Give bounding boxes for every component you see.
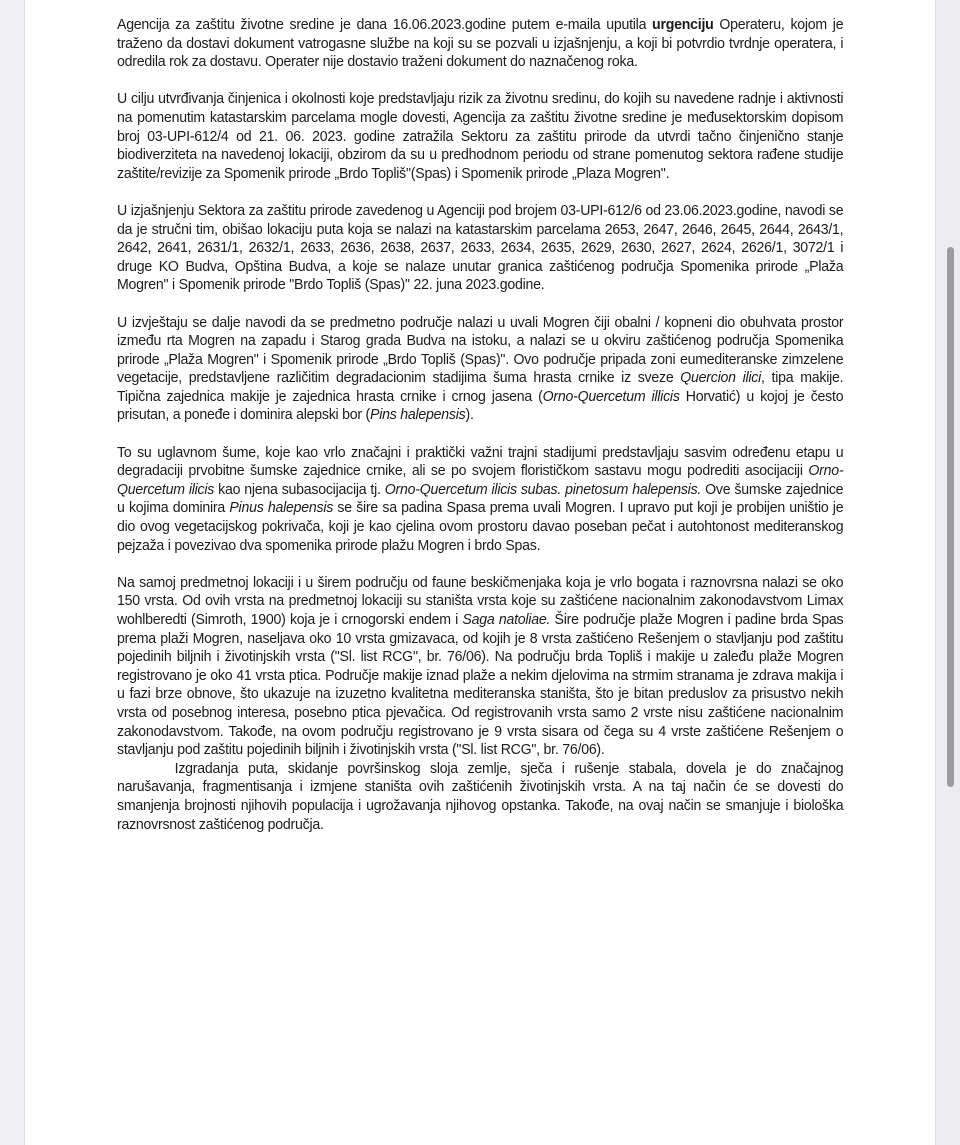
italic-term: Pinus halepensis xyxy=(229,499,334,517)
paragraph-forest-vegetation xyxy=(117,444,843,556)
scrollbar-thumb[interactable] xyxy=(947,247,954,787)
text-run: Izgradanja puta, skidanje površinskog sloja zemlje, sječa i rušenje stabala, dovela je do značajnog narušavanja, fragmentisanja i izmjene staništa ovih zaštićenih životinjskih vrsta. A na taj način će se dovesti do smanjenja brojnosti njihovih populacija i ugrožavanja njihovog opstanka. Takođe, na ovaj način se smanjuje i biološka raznovrsnost zaštićenog područja. xyxy=(117,759,844,833)
italic-term: Pins halepensis xyxy=(370,406,466,424)
paragraph-road-impact xyxy=(117,760,843,834)
text-run: ). xyxy=(465,406,474,424)
paragraph-area-description xyxy=(117,314,843,426)
paragraph-interdepartmental-request xyxy=(117,90,843,183)
italic-term: Quercion ilici xyxy=(680,369,762,387)
text-run: Šire područje plaže Mogren i padine brda Spas prema plaži Mogren, naseljava oko 10 vrsta gmizavaca, od kojih je 8 vrsta zaštićeno Rešenjem o stavljanju pod zaštitu pojedinih biljnih i životinjskih vrsta ("Sl. list RCG", br. 76/06). Na području brda Topliš i makije u zaleđu plaže Mogren registrovano je oko 41 vrsta ptica. Područje makije iznad plaže a nekim djelovima na strmim stranama je zdrava makija i u fazi brze obnove, što ukazuje na izuzetno kvalitetna mediteranska staništa, što je bitan preduslov za prisustvo nekih vrsta od posebnog interesa, posebno ptica pjevačica. Od registrovanih vrsta samo 2 vrste nisu zaštićene nacionalnim zakonodavstvom. Takođe, na ovom području registrovano je 9 vrsta sisara od čega su 4 vrste zaštićene Rešenjem o stavljanju pod zaštitu pojedinih biljnih i životinjskih vrsta ("Sl. list RCG", br. 76/06). xyxy=(117,611,844,759)
italic-term: Orno-Quercetum illicis xyxy=(542,387,680,405)
text-run: U cilju utvrđivanja činjenica i okolnosti koje predstavljaju rizik za životnu sredinu, do kojih su navedene radnje i aktivnosti na pomenutim katastarskim parcelama mogle dovesti, Agencija za zaštitu životne sredine je međusektorskim dopisom broj 03-UPI-612/4 od 21. 06. 2023. godine zatražila Sektoru za zaštitu prirode da utvrdi tačno činjenično stanje biodiverziteta na navedenoj lokaciji, obzirom da su u predhodnom periodu od strane pomenutog sektora rađene studije zaštite/revizije za Spomenik prirode „Brdo Topliš"(Spas) i Spomenik prirode „Plaza Mogren". xyxy=(117,90,844,182)
italic-term: Orno-Quercetum ilicis subas. pinetosum halepensis. xyxy=(384,480,702,498)
text-run: Horvatić) u kojoj je često prisutan, a poneđe i dominira alepski bor ( xyxy=(117,387,844,424)
text-run: , tipa makije. Tipična zajednica makije je zajednica hrasta crnike i crnog jasena ( xyxy=(117,369,844,405)
text-run: U izjašnjenju Sektora za zaštitu prirode zavedenog u Agenciji pod brojem 03-UPI-612/6 od 23.06.2023.godine, navodi se da je stručni tim, obišao lokaciju puta koja se nalazi na katastarskim parcelama 2653, 2647, 2646, 2645, 2644, 2643/1, 2642, 2641, 2631/1, 2632/1, 2633, 2636, 2638, 2637, 2633, 2634, 2635, 2629, 2630, 2627, 2624, 2626/1, 3072/1 i druge KO Budva, Opština Budva, a koje se nalaze unutar granica zaštićenog područja Spomenika prirode „Plaža Mogren" i Spomenik prirode "Brdo Topliš (Spas)" 22. juna 2023.godine. xyxy=(117,201,844,294)
left-margin xyxy=(0,0,25,1145)
text-run: U izvještaju se dalje navodi da se predmetno područje nalazi u uvali Mogren čiji obalni / kopneni dio obuhvata prostor između rta Mogren na zapadu i Starog grada Budva na istoku, a nalazi se u okviru zaštićenog područja Spomenika prirode „Plaža Mogren" i Spomenik prirode „Brdo Topliš (Spas)". Ovo područje pripada zoni eumediteranske zimzelene vegetacije, predstavljene različitim degradacionim stadijima šuma hrasta crnike iz sveze xyxy=(117,313,844,387)
text-run: Agencija za zaštitu životne sredine je dana 16.06.2023.godine putem e-maila uputila xyxy=(117,16,653,33)
text-run: Ove šumske zajednice u kojima dominira xyxy=(117,480,844,517)
bold-term: urgenciju xyxy=(652,16,714,33)
italic-term: Orno-Quercetum ilicis xyxy=(117,462,844,498)
italic-term: Saga natoliae. xyxy=(462,611,551,628)
text-run: To su uglavnom šume, koje kao vrlo značajni i praktički važni trajni stadijumi predstavljaju sasvim određenu etapu u degradaciji prvobitne šumske zajednice crnike, ali se po svojem florističkom sastavu mogu podrediti asocijaciji xyxy=(117,443,844,480)
text-run: Operateru, kojom je traženo da dostavi dokument vatrogasne službe na koji su se pozvali u izjašnjenju, a koji bi potvrdio tvrdnje operatera, i odredila rok za dostavu. Operater nije dostavio traženi dokument do naznačenog roka. xyxy=(117,16,844,71)
text-run: kao njena subasocijacija tj. xyxy=(214,480,385,498)
paragraph-fauna xyxy=(117,574,843,760)
paragraph-urgency xyxy=(117,16,843,72)
text-run: se šire sa padina Spasa prema uvali Mogren. I upravo put koji je probijen uništio je dio ovog vegetacijskog pokrivača, koji je kao cjelina ovom prostoru davao poseban pečat i autohtonost mediteranskog pejzaža i povezivao dva spomenika prirode plažu Mogren i brdo Spas. xyxy=(117,499,844,554)
paragraph-sector-statement xyxy=(117,202,843,295)
document-body xyxy=(117,16,843,853)
text-run: Na samoj predmetnoj lokaciji i u širem području od faune beskičmenjaka koja je vrlo bogata i raznovrsna nalazi se oko 150 vrsta. Od ovih vrsta na predmetnoj lokaciji su staništa vrsta koje su zaštićene nacionalnim zakonodavstvom Limax wohlberedti (Simroth, 1900) koja je i crnogorski endem i xyxy=(117,573,844,628)
vertical-scrollbar[interactable] xyxy=(935,0,960,1145)
